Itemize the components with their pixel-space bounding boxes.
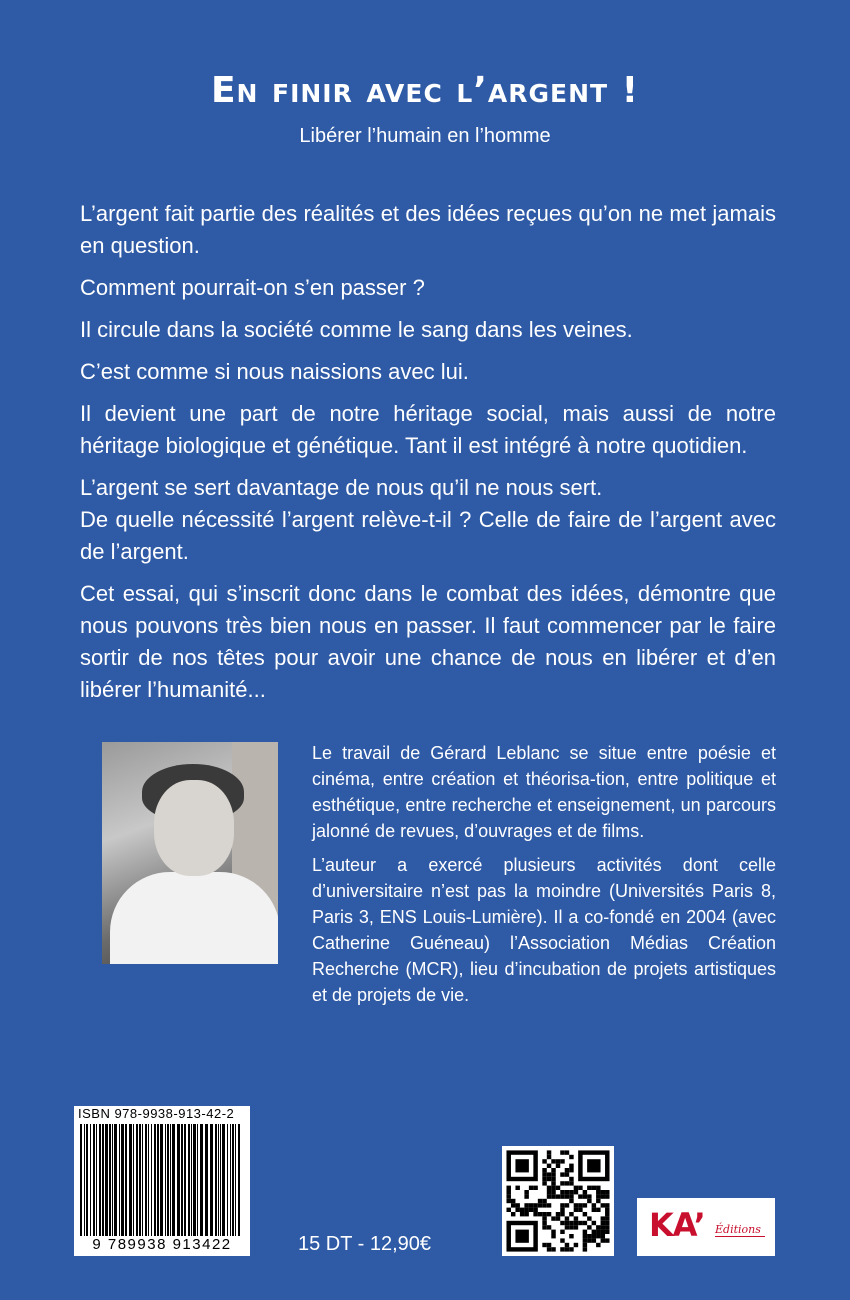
- blurb-paragraph: L’argent fait partie des réalités et des idées reçues qu’on ne met jamais en question.: [80, 201, 776, 258]
- bio-paragraph: Le travail de Gérard Leblanc se situe entre poésie et cinéma, entre création et théorisa-tion, entre politique et esthétique, entre recherche et enseignement, un parcours jalonné de revues, d’ouvrages et de films.: [312, 743, 776, 841]
- bio-paragraph: L’auteur a exercé plusieurs activités dont celle d’universitaire n’est pas la moindre (Universités Paris 8, Paris 3, ENS Louis-Lumière). Il a co-fondé en 2004 (avec Catherine Guéneau) l’Association Médias Création Recherche (MCR), lieu d’incubation de projets artistiques et de projets de vie.: [312, 855, 776, 1005]
- blurb-paragraph: L’argent se sert davantage de nous qu’il ne nous sert.: [80, 475, 603, 500]
- isbn-label: ISBN 978-9938-913-42-2: [78, 1106, 235, 1121]
- blurb-paragraph: Il circule dans la société comme le sang dans les veines.: [80, 317, 633, 342]
- blurb-paragraph: De quelle nécessité l’argent relève-t-il ? Celle de faire de l’argent avec de l’argent.: [80, 507, 776, 564]
- book-subtitle: Libérer l’humain en l’homme: [299, 125, 551, 147]
- blurb-paragraph: C’est comme si nous naissions avec lui.: [80, 359, 469, 384]
- publisher-logo-text: KA’: [649, 1206, 705, 1244]
- price-label: 15 DT - 12,90€: [298, 1233, 432, 1255]
- publisher-logo-rule: [715, 1236, 765, 1237]
- isbn-barcode: [74, 1106, 250, 1256]
- blurb-paragraph: Il devient une part de notre héritage social, mais aussi de notre héritage biologique et génétique. Tant il est intégré à notre quotidien.: [80, 401, 776, 458]
- publisher-logo: [637, 1198, 775, 1256]
- photo-shirt: [110, 872, 278, 964]
- book-title: En finir avec l’argent !: [210, 70, 640, 111]
- qr-code: [502, 1146, 614, 1256]
- barcode-bars: [80, 1124, 244, 1236]
- blurb-paragraph: Comment pourrait-on s’en passer ?: [80, 275, 425, 300]
- blurb-paragraph: Cet essai, qui s’inscrit donc dans le combat des idées, démontre que nous pouvons très bien nous en passer. Il faut commencer par le faire sortir de nos têtes pour avoir une chance de nous en libérer et d’en libérer l’humanité...: [80, 581, 776, 702]
- author-bio: [312, 740, 776, 1016]
- author-photo: [102, 742, 278, 964]
- photo-face: [154, 780, 234, 876]
- qr-code-pattern: [502, 1146, 614, 1256]
- publisher-logo-subtext: Éditions: [715, 1223, 761, 1236]
- back-cover-blurb: [80, 198, 776, 716]
- ean-digits: 9 789938 913422: [92, 1236, 232, 1253]
